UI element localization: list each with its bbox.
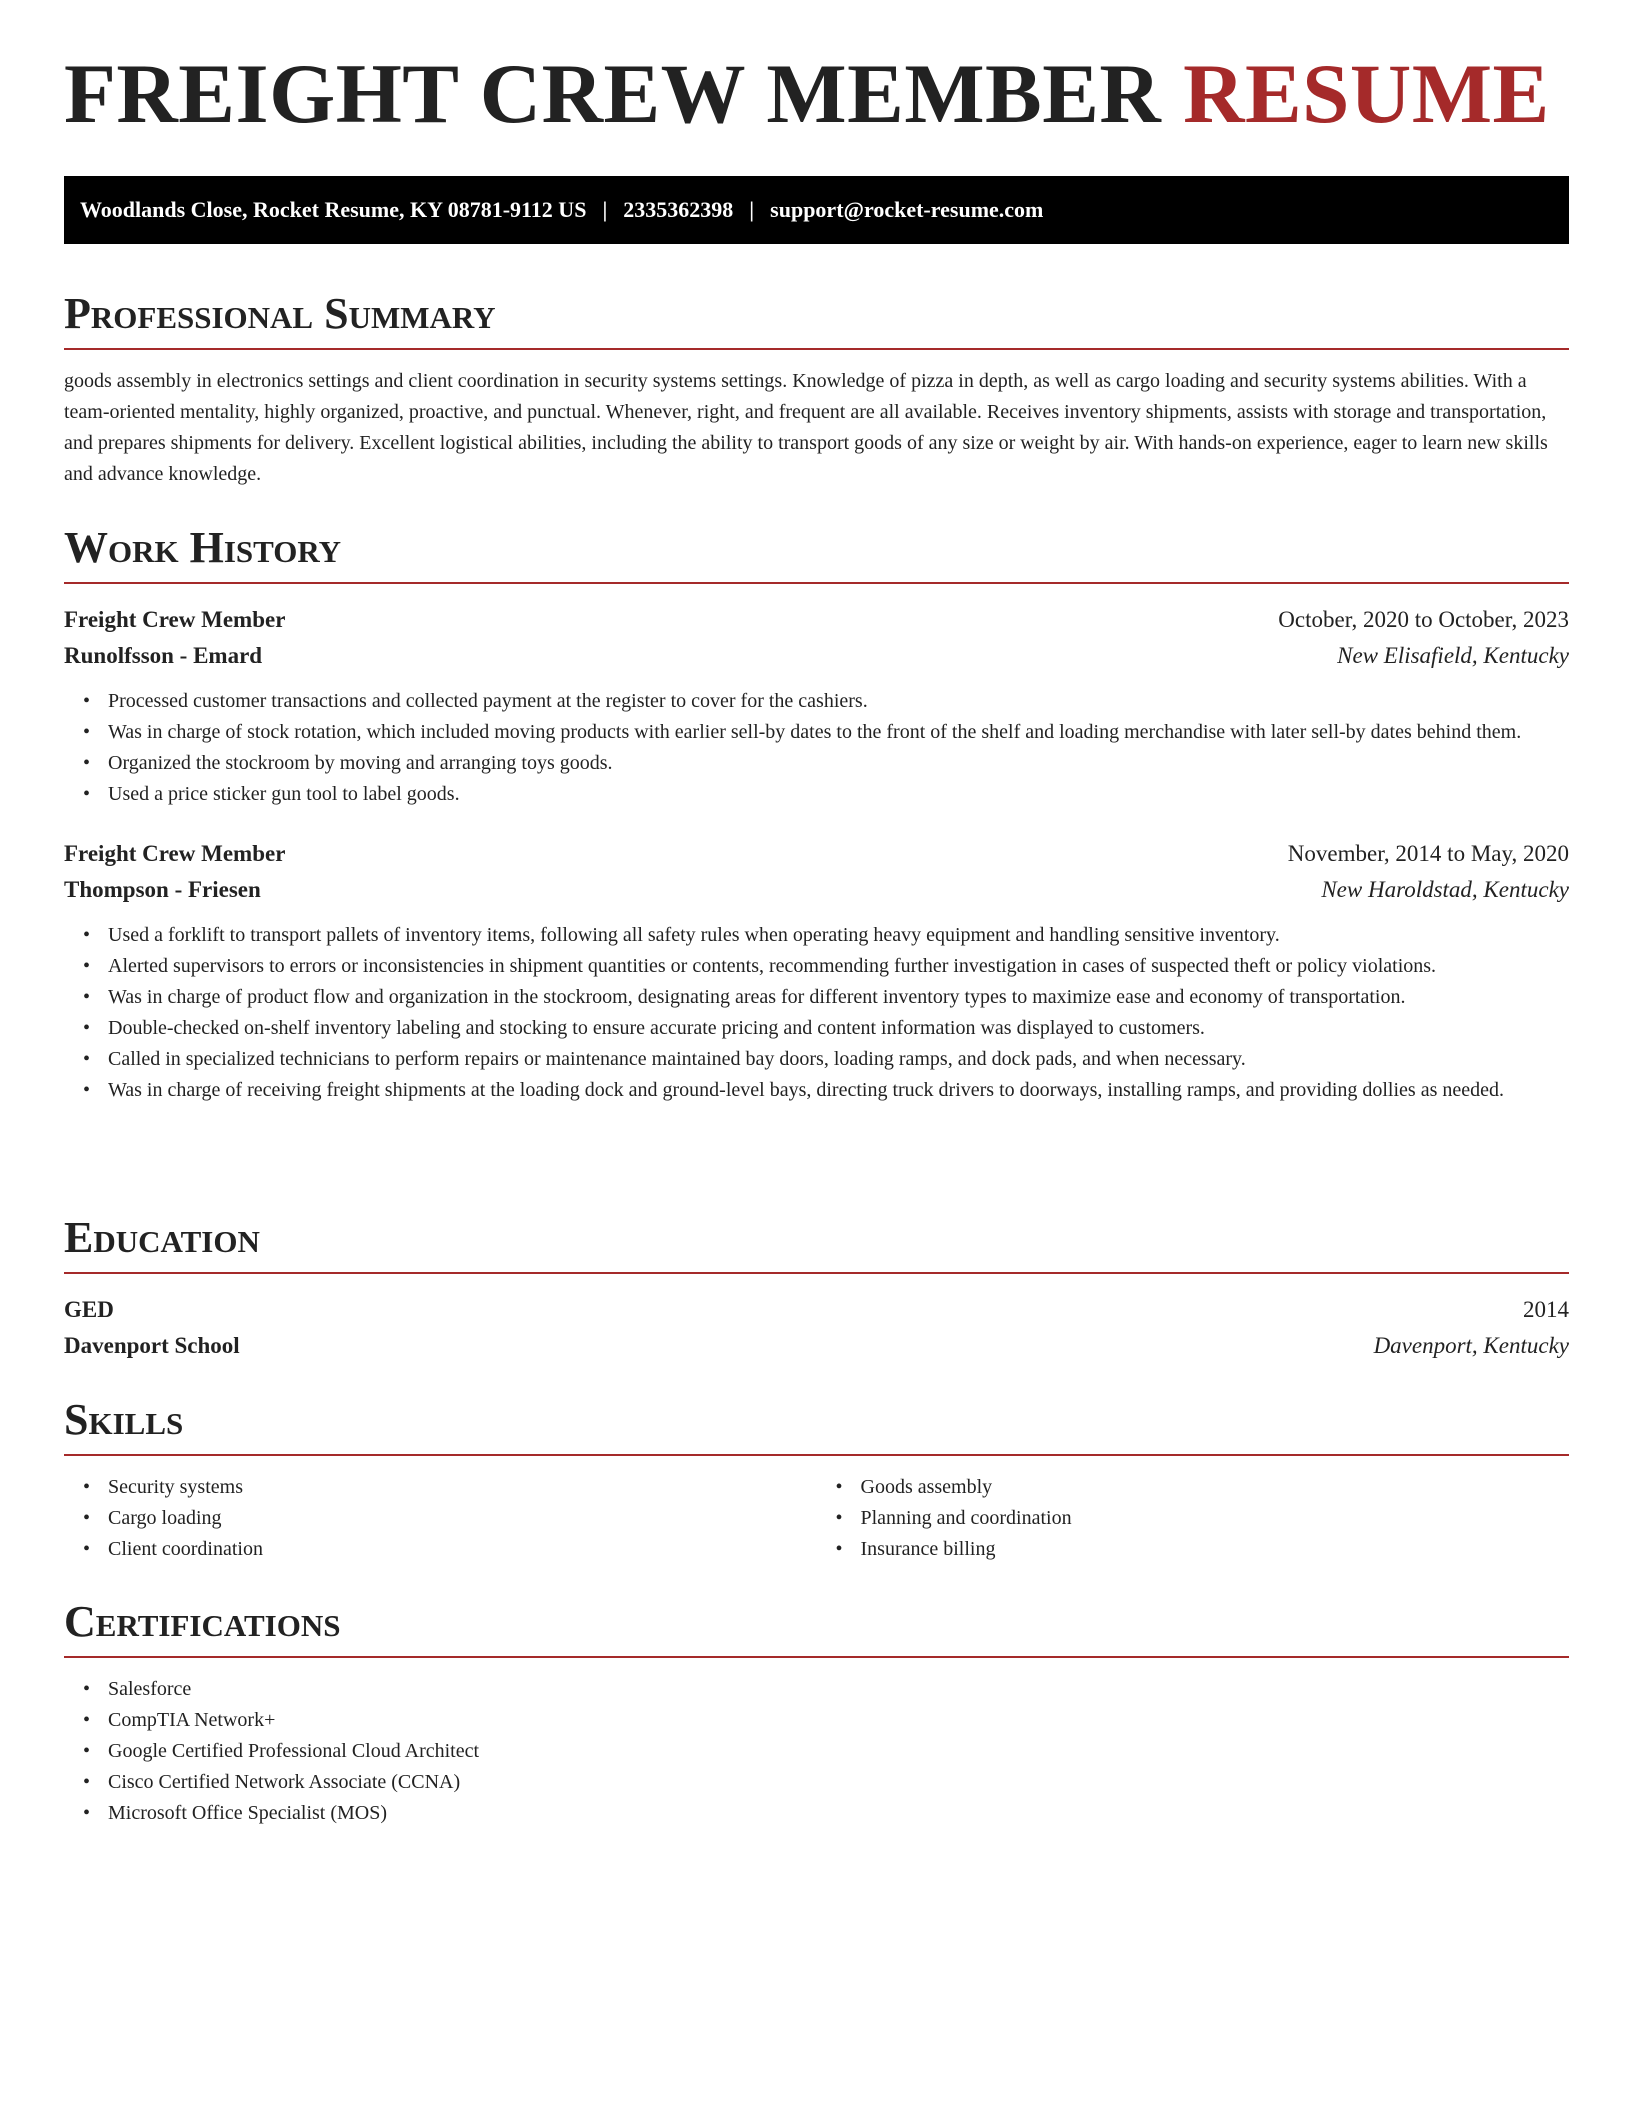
skills-list-right — [817, 1472, 1570, 1565]
summary-text: goods assembly in electronics settings and client coordination in security systems settings. Knowledge of pizza in depth, as well as cargo loading and security systems abilities. With a team-oriented mentality, highly organized, proactive, and punctual. Whenever, right, and frequent are all available. Receives inventory shipments, assists with storage and transportation, and prepares shipments for delivery. Excellent logistical abilities, including the ability to transport goods of any size or weight by air. With hands-on experience, eager to learn new skills and advance knowledge. — [64, 370, 1548, 485]
list-item: • Used a price sticker gun tool to label goods. — [108, 779, 1569, 810]
work-history-section — [64, 523, 1569, 1106]
list-item: • Alerted supervisors to errors or inconsistencies in shipment quantities or contents, recommending further investigation in cases of suspected theft or policy violations. — [108, 951, 1569, 982]
contact-address: Woodlands Close, Rocket Resume, KY 08781-9112 US — [80, 197, 587, 222]
list-item: • Security systems — [108, 1472, 817, 1503]
job-company: Runolfsson - Emard — [64, 643, 263, 668]
education-heading: Education — [64, 1213, 260, 1262]
list-item: • Goods assembly — [861, 1472, 1570, 1503]
list-item: • Cargo loading — [108, 1503, 817, 1534]
education-year: 2014 — [1523, 1297, 1569, 1322]
contact-separator: | — [602, 197, 608, 222]
job-company: Thompson - Friesen — [64, 877, 261, 902]
section-divider — [64, 1454, 1569, 1456]
job-bullets — [64, 686, 1569, 810]
section-divider — [64, 1272, 1569, 1274]
list-item: • Microsoft Office Specialist (MOS) — [108, 1798, 1569, 1829]
section-divider — [64, 582, 1569, 584]
skills-heading: Skills — [64, 1395, 184, 1444]
education-entry — [64, 1292, 1569, 1364]
contact-phone[interactable]: 2335362398 — [623, 197, 734, 222]
title-accent: RESUME — [1183, 47, 1550, 141]
section-divider — [64, 1656, 1569, 1658]
skills-section — [64, 1395, 1569, 1565]
job-bullets — [64, 920, 1569, 1106]
summary-section — [64, 289, 1569, 490]
contact-email[interactable]: support@rocket-resume.com — [770, 197, 1044, 222]
list-item: • Cisco Certified Network Associate (CCNA) — [108, 1767, 1569, 1798]
work-history-heading: Work History — [64, 523, 342, 572]
job-title: Freight Crew Member — [64, 841, 286, 866]
list-item: • Planning and coordination — [861, 1503, 1570, 1534]
resume-title — [64, 47, 1550, 141]
list-item: • Google Certified Professional Cloud Architect — [108, 1736, 1569, 1767]
job-location: New Elisafield, Kentucky — [1337, 643, 1569, 668]
section-divider — [64, 348, 1569, 350]
list-item: • Organized the stockroom by moving and arranging toys goods. — [108, 748, 1569, 779]
contact-bar — [64, 176, 1569, 244]
list-item: • Was in charge of product flow and organization in the stockroom, designating areas for different inventory types to maximize ease and economy of transportation. — [108, 982, 1569, 1013]
job-entry — [64, 836, 1569, 1106]
job-dates: November, 2014 to May, 2020 — [1287, 841, 1569, 866]
skills-columns — [64, 1472, 1569, 1565]
certifications-list — [64, 1674, 1569, 1829]
job-title: Freight Crew Member — [64, 607, 286, 632]
education-school: Davenport School — [64, 1333, 240, 1358]
summary-heading: Professional Summary — [64, 289, 496, 338]
list-item: • Client coordination — [108, 1534, 817, 1565]
contact-separator: | — [749, 197, 755, 222]
certifications-heading: Certifications — [64, 1597, 341, 1646]
job-dates: October, 2020 to October, 2023 — [1278, 607, 1569, 632]
list-item: • Salesforce — [108, 1674, 1569, 1705]
list-item: • Was in charge of receiving freight shipments at the loading dock and ground-level bays, directing truck drivers to doorways, installing ramps, and providing dollies as needed. — [108, 1075, 1569, 1106]
job-entry — [64, 602, 1569, 810]
list-item: • Double-checked on-shelf inventory labeling and stocking to ensure accurate pricing and content information was displayed to customers. — [108, 1013, 1569, 1044]
list-item: • Used a forklift to transport pallets of inventory items, following all safety rules when operating heavy equipment and handling sensitive inventory. — [108, 920, 1569, 951]
title-main: FREIGHT CREW MEMBER — [64, 47, 1162, 141]
education-location: Davenport, Kentucky — [1373, 1333, 1569, 1358]
certifications-section — [64, 1597, 1569, 1829]
list-item: • Was in charge of stock rotation, which included moving products with earlier sell-by dates to the front of the shelf and loading merchandise with later sell-by dates behind them. — [108, 717, 1569, 748]
education-section — [64, 1213, 1569, 1364]
list-item: • Insurance billing — [861, 1534, 1570, 1565]
job-location: New Haroldstad, Kentucky — [1321, 877, 1569, 902]
list-item: • Processed customer transactions and collected payment at the register to cover for the cashiers. — [108, 686, 1569, 717]
skills-list-left — [64, 1472, 817, 1565]
education-degree: GED — [64, 1297, 114, 1322]
list-item: • CompTIA Network+ — [108, 1705, 1569, 1736]
list-item: • Called in specialized technicians to perform repairs or maintenance maintained bay doors, loading ramps, and dock pads, and when necessary. — [108, 1044, 1569, 1075]
